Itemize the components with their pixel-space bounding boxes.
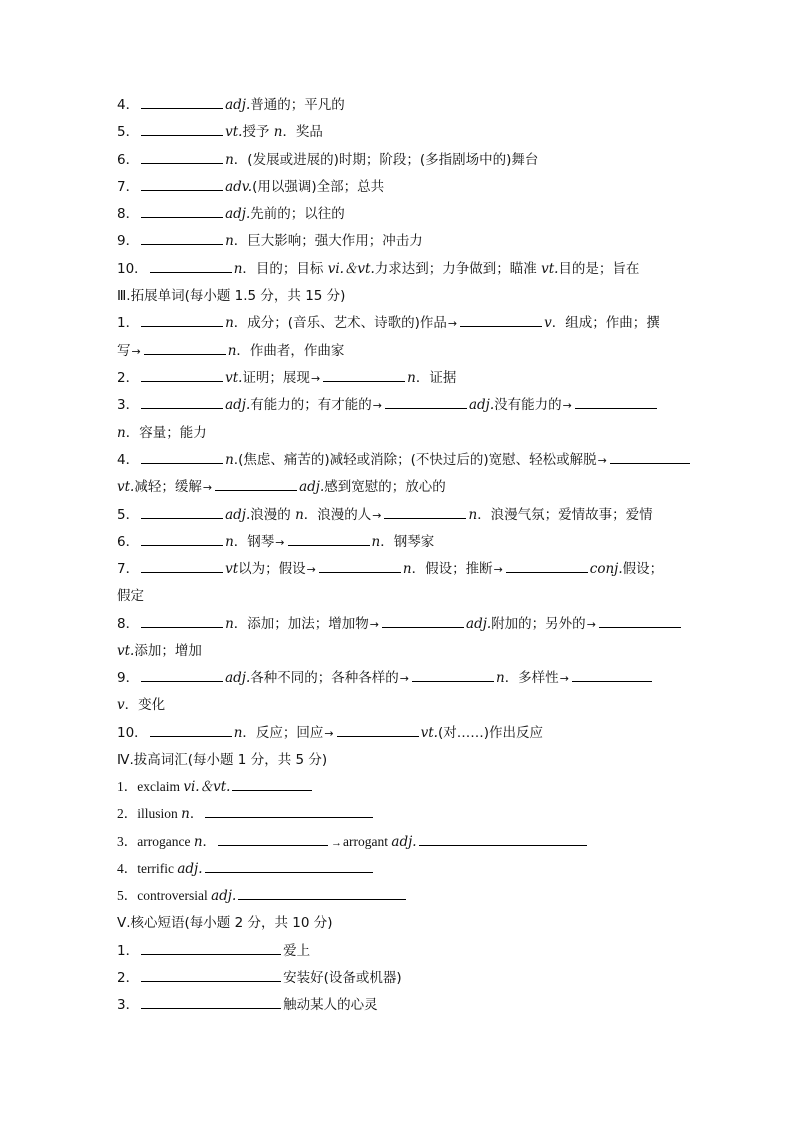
ext-9-cont: v．变化 <box>117 697 166 713</box>
answer-blank[interactable] <box>205 805 373 818</box>
answer-blank[interactable] <box>205 860 373 873</box>
answer-blank[interactable] <box>141 506 223 519</box>
section-5-heading: Ⅴ.核心短语(每小题 2 分，共 10 分) <box>117 915 333 931</box>
arrow-icon: → <box>447 317 458 330</box>
answer-blank[interactable] <box>232 778 312 791</box>
line-5: 5． vt.授予 n．奖品 <box>117 124 323 140</box>
answer-blank[interactable] <box>141 178 223 191</box>
answer-blank[interactable] <box>385 396 467 409</box>
arrow-icon: → <box>559 672 569 685</box>
arrow-icon: → <box>324 727 334 740</box>
answer-blank[interactable] <box>141 969 281 982</box>
answer-blank[interactable] <box>382 615 464 628</box>
ext-9: 9． adj.各种不同的；各种各样的→ n．多样性→ <box>117 669 654 688</box>
answer-blank[interactable] <box>218 833 328 846</box>
arrow-icon: → <box>399 672 409 685</box>
answer-blank[interactable] <box>610 451 690 464</box>
arrow-icon: → <box>369 618 380 631</box>
arrow-icon: → <box>202 481 213 494</box>
answer-blank[interactable] <box>599 615 681 628</box>
answer-blank[interactable] <box>238 887 406 900</box>
answer-blank[interactable] <box>141 451 223 464</box>
arrow-icon: → <box>493 563 503 576</box>
answer-blank[interactable] <box>141 669 223 682</box>
ext-3-cont: n．容量；能力 <box>117 425 207 441</box>
arrow-icon: → <box>586 618 596 631</box>
arrow-icon: → <box>331 837 343 849</box>
answer-blank[interactable] <box>141 996 281 1009</box>
answer-blank[interactable] <box>144 342 226 355</box>
section-4-heading: Ⅳ.拔高词汇(每小题 1 分，共 5 分) <box>117 752 328 768</box>
phrase-3: 3． 触动某人的心灵 <box>117 997 378 1013</box>
phrase-1: 1． 爱上 <box>117 943 311 959</box>
answer-blank[interactable] <box>460 314 542 327</box>
arrow-icon: → <box>562 399 572 412</box>
answer-blank[interactable] <box>575 396 657 409</box>
ext-10: 10． n．反应；回应→ vt.(对……)作出反应 <box>117 725 543 741</box>
high-2: 2．illusion n． <box>117 805 375 823</box>
ext-4-cont: vt.减轻；缓解→ adj.感到宽慰的；放心的 <box>117 479 446 495</box>
answer-blank[interactable] <box>141 942 281 955</box>
line-8: 8． adj.先前的；以往的 <box>117 206 345 222</box>
answer-blank[interactable] <box>215 478 297 491</box>
answer-blank[interactable] <box>337 724 419 737</box>
high-1: 1．exclaim vi.＆vt. <box>117 778 314 796</box>
ext-6: 6． n．钢琴→ n．钢琴家 <box>117 534 435 550</box>
ext-7: 7． vt以为；假设→ n．假设；推断→ conj.假设； <box>117 561 664 577</box>
answer-blank[interactable] <box>141 560 223 573</box>
ext-4: 4． n.(焦虑、痛苦的)减轻或消除；(不快过后的)宽慰、轻松或解脱→ <box>117 451 692 470</box>
high-4: 4．terrific adj. <box>117 860 375 878</box>
answer-blank[interactable] <box>572 669 652 682</box>
ext-5: 5． adj.浪漫的 n．浪漫的人→ n．浪漫气氛；爱情故事；爱情 <box>117 507 653 523</box>
arrow-icon: → <box>310 372 321 385</box>
answer-blank[interactable] <box>141 615 223 628</box>
answer-blank[interactable] <box>384 506 466 519</box>
answer-blank[interactable] <box>419 833 587 846</box>
ext-7-cont: 假定 <box>117 588 144 604</box>
arrow-icon: → <box>372 399 382 412</box>
answer-blank[interactable] <box>506 560 588 573</box>
line-4: 4． adj.普通的；平凡的 <box>117 97 345 113</box>
high-3: 3．arrogance n． →arrogant adj. <box>117 833 589 852</box>
answer-blank[interactable] <box>412 669 494 682</box>
answer-blank[interactable] <box>141 205 223 218</box>
ext-3: 3． adj.有能力的；有才能的→ adj.没有能力的→ <box>117 396 659 415</box>
phrase-2: 2． 安装好(设备或机器) <box>117 970 402 986</box>
answer-blank[interactable] <box>141 314 223 327</box>
answer-blank[interactable] <box>288 533 370 546</box>
arrow-icon: → <box>306 563 316 576</box>
answer-blank[interactable] <box>141 369 223 382</box>
ext-8-cont: vt.添加；增加 <box>117 643 202 659</box>
answer-blank[interactable] <box>141 533 223 546</box>
answer-blank[interactable] <box>323 369 405 382</box>
answer-blank[interactable] <box>141 96 223 109</box>
arrow-icon: → <box>131 345 141 358</box>
line-10: 10． n．目的；目标 vi.＆vt.力求达到；力争做到；瞄准 vt.目的是；旨在 <box>117 261 640 277</box>
ext-8: 8． n．添加；加法；增加物→ adj.附加的；另外的→ <box>117 615 683 634</box>
ext-2: 2． vt.证明；展现→ n．证据 <box>117 370 457 386</box>
answer-blank[interactable] <box>141 123 223 136</box>
answer-blank[interactable] <box>150 260 232 273</box>
answer-blank[interactable] <box>150 724 232 737</box>
line-9: 9． n．巨大影响；强大作用；冲击力 <box>117 233 423 249</box>
answer-blank[interactable] <box>141 396 223 409</box>
answer-blank[interactable] <box>141 232 223 245</box>
ext-1: 1． n．成分；(音乐、艺术、诗歌的)作品→ v．组成；作曲；撰 <box>117 315 660 331</box>
arrow-icon: → <box>597 454 607 467</box>
arrow-icon: → <box>372 509 382 522</box>
ext-1-cont: 写→ n．作曲者，作曲家 <box>117 343 345 359</box>
line-7: 7． adv.(用以强调)全部；总共 <box>117 179 385 195</box>
section-3-heading: Ⅲ.拓展单词(每小题 1.5 分，共 15 分) <box>117 288 346 304</box>
answer-blank[interactable] <box>141 151 223 164</box>
answer-blank[interactable] <box>319 560 401 573</box>
line-6: 6． n．(发展或进展的)时期；阶段；(多指剧场中的)舞台 <box>117 152 539 168</box>
high-5: 5．controversial adj. <box>117 887 408 905</box>
arrow-icon: → <box>275 536 285 549</box>
